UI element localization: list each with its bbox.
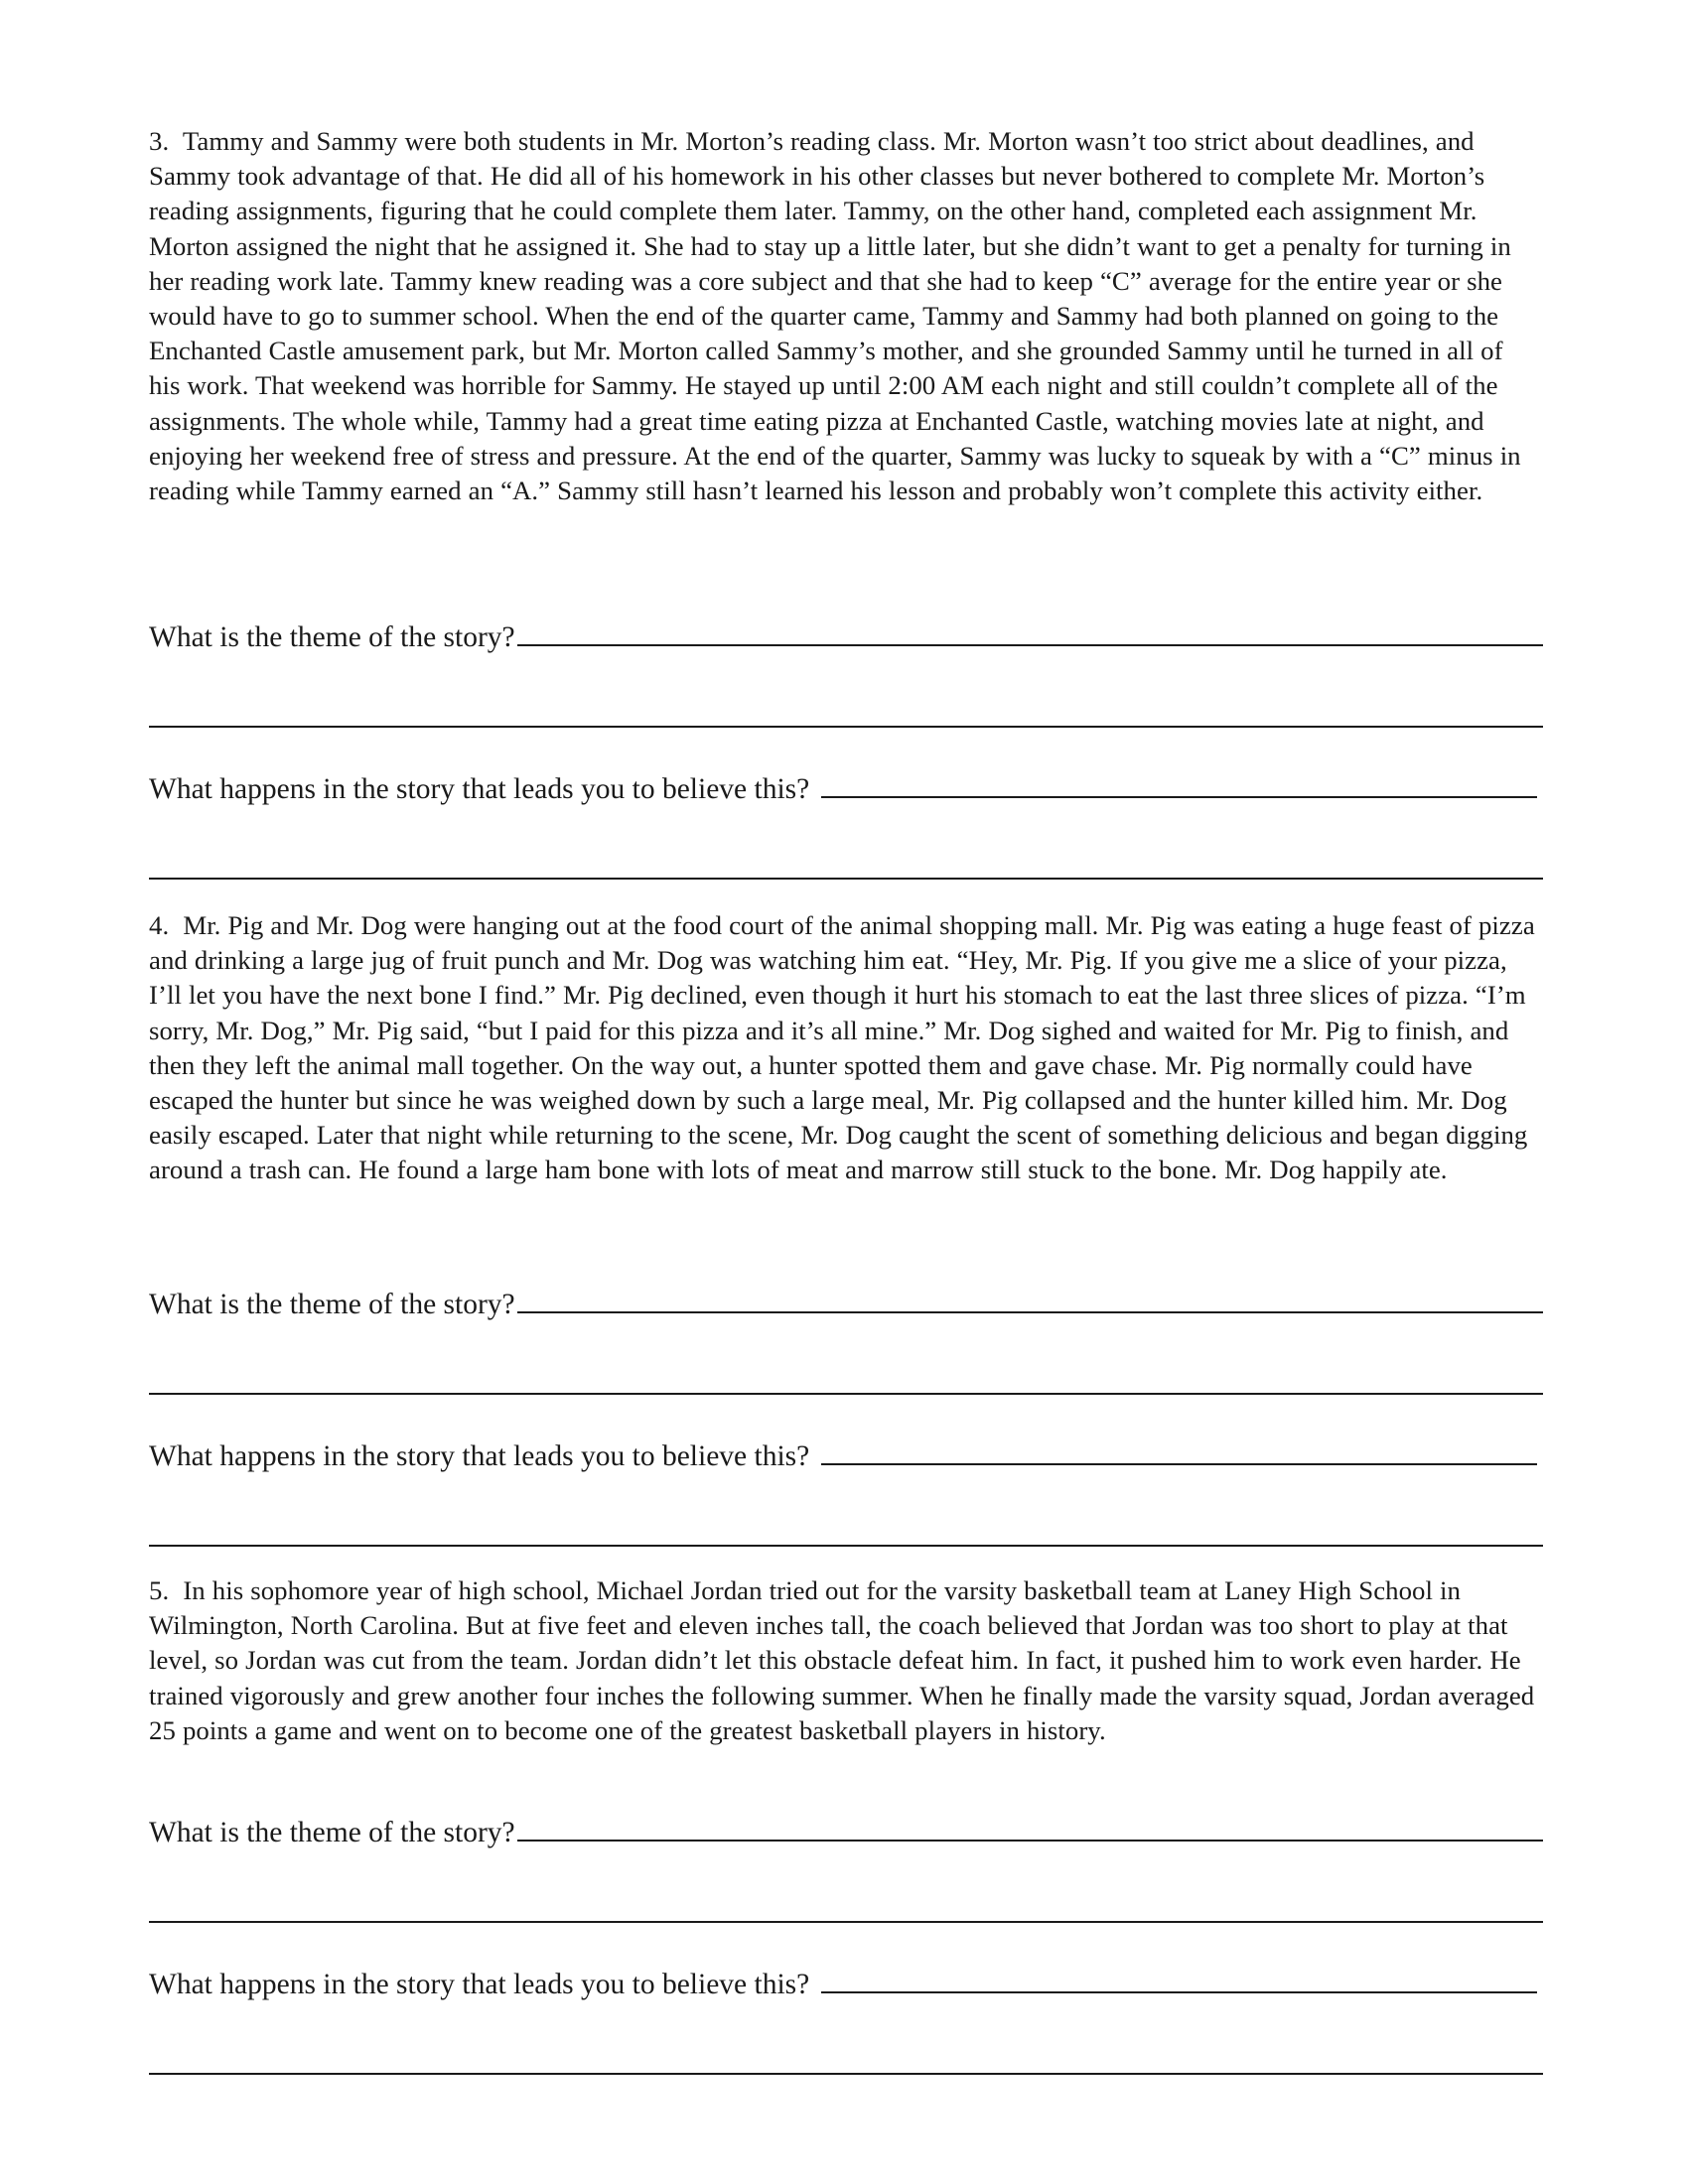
theme-question-label: What is the theme of the story? xyxy=(149,1289,515,1320)
evidence-question-label: What happens in the story that leads you to believe this? xyxy=(149,1969,810,2000)
story-5-evidence-question xyxy=(149,1963,1543,2002)
story-4-evidence-question xyxy=(149,1434,1543,1474)
evidence-question-label: What happens in the story that leads you to believe this? xyxy=(149,1440,810,1472)
story-5-theme-answer-line[interactable] xyxy=(149,1921,1543,1923)
evidence-question-label: What happens in the story that leads you to believe this? xyxy=(149,773,810,805)
story-4-theme-answer-line[interactable] xyxy=(149,1393,1543,1395)
story-5-theme-question xyxy=(149,1811,1543,1850)
theme-question-label: What is the theme of the story? xyxy=(149,1817,515,1848)
story-4-text: Mr. Pig and Mr. Dog were hanging out at the food court of the animal shopping mall. Mr. Pig was eating a huge feast of pizza and drinking a large jug of fruit punch and Mr. Dog was watching him eat. “Hey, Mr. Pig. If you give me a slice of your pizza, I’ll let you have the next bone I find.” Mr. Pig declined, even though it hurt his stomach to eat the last three slices of pizza. “I’m sorry, Mr. Dog,” Mr. Pig said, “but I paid for this pizza and it’s all mine.” Mr. Dog sighed and waited for Mr. Pig to finish, and then they left the animal mall together. On the way out, a hunter spotted them and gave chase. Mr. Pig normally could have escaped the hunter but since he was weighed down by such a large meal, Mr. Pig collapsed and the hunter killed him. Mr. Dog easily escaped. Later that night while returning to the scene, Mr. Dog caught the scent of something delicious and began digging around a trash can. He found a large ham bone with lots of meat and marrow still stuck to the bone. Mr. Dog happily ate. xyxy=(149,910,1535,1185)
story-5-evidence-blank[interactable] xyxy=(821,1991,1537,1993)
story-4-evidence-blank[interactable] xyxy=(821,1463,1537,1465)
story-3-evidence-question xyxy=(149,767,1543,807)
story-3-text: Tammy and Sammy were both students in Mr. Morton’s reading class. Mr. Morton wasn’t too strict about deadlines, and Sammy took advantage of that. He did all of his homework in his other classes but never bothered to complete Mr. Morton’s reading assignments, figuring that he could complete them later. Tammy, on the other hand, completed each assignment Mr. Morton assigned the night that he assigned it. She had to stay up a little later, but she didn’t want to get a penalty for turning in her reading work late. Tammy knew reading was a core subject and that she had to keep “C” average for the entire year or she would have to go to summer school. When the end of the quarter came, Tammy and Sammy had both planned on going to the Enchanted Castle amusement park, but Mr. Morton called Sammy’s mother, and she grounded Sammy until he turned in all of his work. That weekend was horrible for Sammy. He stayed up until 2:00 AM each night and still couldn’t complete all of the assignments. The whole while, Tammy had a great time eating pizza at Enchanted Castle, watching movies late at night, and enjoying her weekend free of stress and pressure. At the end of the quarter, Sammy was lucky to squeak by with a “C” minus in reading while Tammy earned an “A.” Sammy still hasn’t learned his lesson and probably won’t complete this activity either. xyxy=(149,126,1521,506)
story-3-evidence-answer-line[interactable] xyxy=(149,878,1543,880)
story-3-passage xyxy=(149,124,1539,508)
story-5-text: In his sophomore year of high school, Michael Jordan tried out for the varsity basketball team at Laney High School in Wilmington, North Carolina. But at five feet and eleven inches tall, the coach believed that Jordan was too short to play at that level, so Jordan was cut from the team. Jordan didn’t let this obstacle defeat him. In fact, it pushed him to work even harder. He trained vigorously and grew another four inches the following summer. When he finally made the varsity squad, Jordan averaged 25 points a game and went on to become one of the greatest basketball players in history. xyxy=(149,1575,1535,1745)
story-4-number: 4. xyxy=(149,910,170,940)
story-3-evidence-blank[interactable] xyxy=(821,796,1537,798)
story-3-theme-blank[interactable] xyxy=(517,644,1543,646)
story-4-passage xyxy=(149,908,1539,1188)
story-3-theme-question xyxy=(149,615,1543,655)
story-4-evidence-answer-line[interactable] xyxy=(149,1545,1543,1547)
story-5-passage xyxy=(149,1573,1539,1748)
story-3-theme-answer-line[interactable] xyxy=(149,726,1543,728)
story-5-theme-blank[interactable] xyxy=(517,1840,1543,1842)
story-4-theme-blank[interactable] xyxy=(517,1311,1543,1313)
theme-question-label: What is the theme of the story? xyxy=(149,621,515,653)
story-5-number: 5. xyxy=(149,1575,170,1605)
story-3-number: 3. xyxy=(149,126,170,156)
story-4-theme-question xyxy=(149,1283,1543,1322)
story-5-evidence-answer-line[interactable] xyxy=(149,2073,1543,2075)
